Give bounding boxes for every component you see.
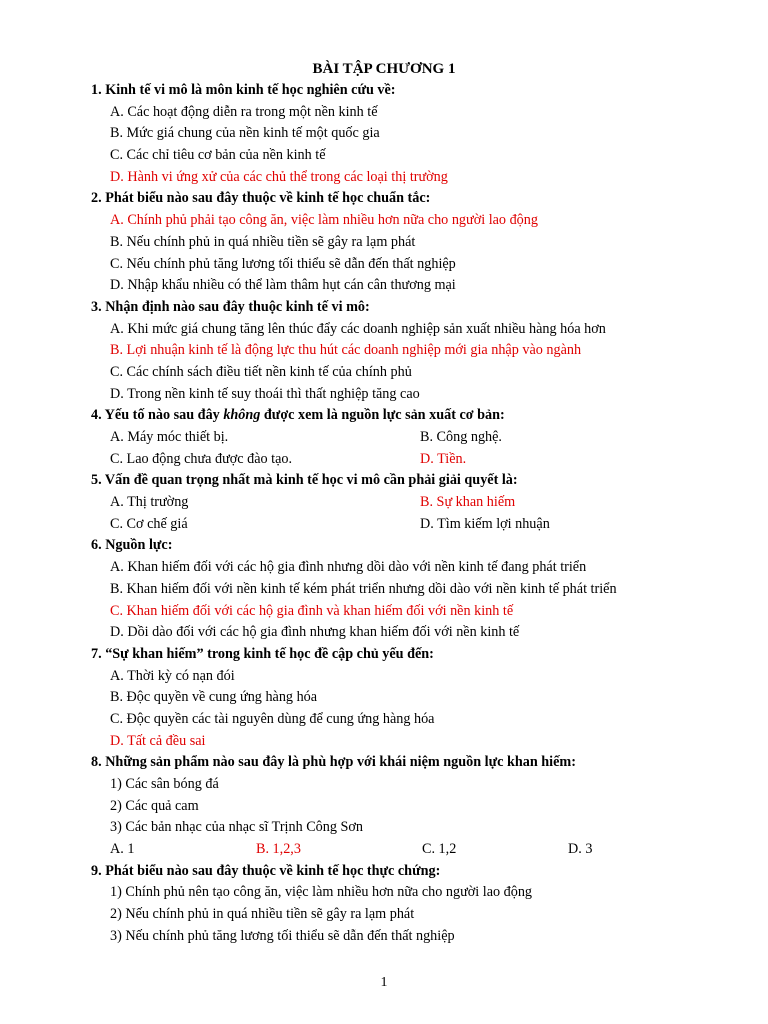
option-5a: A. Thị trường — [110, 494, 189, 511]
option-7c: C. Độc quyền các tài nguyên dùng để cung ứng hàng hóa — [110, 710, 435, 727]
option-2b: B. Nếu chính phủ in quá nhiều tiền sẽ gây ra lạm phát — [110, 233, 416, 250]
option-6b: B. Khan hiếm đối với nền kinh tế kém phát triển nhưng dồi dào với nền kinh tế phát triển — [110, 580, 617, 597]
question-8: 8. Những sản phẩm nào sau đây là phù hợp với khái niệm nguồn lực khan hiếm: — [91, 754, 576, 771]
option-4c: C. Lao động chưa được đào tạo. — [110, 450, 293, 467]
option-6c-answer: C. Khan hiếm đối với các hộ gia đình và khan hiếm đối với nền kinh tế — [110, 602, 514, 619]
option-3a: A. Khi mức giá chung tăng lên thúc đẩy các doanh nghiệp sản xuất nhiều hàng hóa hơn — [110, 320, 606, 337]
option-6d: D. Dồi dào đối với các hộ gia đình nhưng khan hiếm đối với nền kinh tế — [110, 624, 520, 641]
item-9-2: 2) Nếu chính phủ in quá nhiều tiền sẽ gây ra lạm phát — [110, 906, 415, 923]
option-1b: B. Mức giá chung của nền kinh tế một quốc gia — [110, 125, 380, 142]
page-title: BÀI TẬP CHƯƠNG 1 — [312, 61, 456, 77]
option-3b-answer: B. Lợi nhuận kinh tế là động lực thu hút các doanh nghiệp mới gia nhập vào ngành — [110, 342, 582, 359]
item-9-1: 1) Chính phủ nên tạo công ăn, việc làm nhiều hơn nữa cho người lao động — [110, 884, 533, 901]
option-4d-answer: D. Tiền. — [420, 450, 467, 467]
page-number: 1 — [380, 975, 388, 990]
option-3d: D. Trong nền kinh tế suy thoái thì thất nghiệp tăng cao — [110, 385, 420, 402]
option-6a: A. Khan hiếm đối với các hộ gia đình nhưng dồi dào với nền kinh tế đang phát triển — [110, 559, 587, 576]
option-5d: D. Tìm kiếm lợi nhuận — [420, 515, 550, 532]
question-list — [91, 80, 731, 948]
option-8b-answer: B. 1,2,3 — [256, 841, 301, 858]
option-2c: C. Nếu chính phủ tăng lương tối thiểu sẽ dẫn đến thất nghiệp — [110, 255, 456, 272]
option-4a: A. Máy móc thiết bị. — [110, 429, 229, 445]
question-7: 7. “Sự khan hiếm” trong kinh tế học đề cập chủ yếu đến: — [91, 645, 434, 662]
item-9-3: 3) Nếu chính phủ tăng lương tối thiểu sẽ dẫn đến thất nghiệp — [110, 927, 455, 944]
option-8a: A. 1 — [110, 841, 135, 858]
options-row-4ab — [91, 427, 731, 449]
question-9: 9. Phát biểu nào sau đây thuộc về kinh tế học thực chứng: — [91, 862, 441, 879]
options-row-5cd — [91, 514, 731, 536]
options-row-8 — [91, 839, 731, 861]
option-7a: A. Thời kỳ có nạn đói — [110, 667, 235, 684]
option-8d: D. 3 — [568, 841, 593, 858]
option-2d: D. Nhập khẩu nhiều có thể làm thâm hụt cán cân thương mại — [110, 277, 456, 294]
option-3c: C. Các chính sách điều tiết nền kinh tế của chính phủ — [110, 363, 412, 380]
option-7b: B. Độc quyền về cung ứng hàng hóa — [110, 689, 318, 706]
option-1a: A. Các hoạt động diễn ra trong một nền kinh tế — [110, 103, 378, 120]
item-8-1: 1) Các sân bóng đá — [110, 776, 219, 792]
option-1c: C. Các chỉ tiêu cơ bản của nền kinh tế — [110, 147, 326, 164]
options-row-4cd — [91, 449, 731, 471]
option-1d-answer: D. Hành vi ứng xử của các chủ thể trong các loại thị trường — [110, 168, 448, 185]
question-1: 1. Kinh tế vi mô là môn kinh tế học nghiên cứu về: — [91, 82, 396, 98]
question-5: 5. Vấn đề quan trọng nhất mà kinh tế học vi mô cần phải giải quyết là: — [91, 472, 518, 489]
item-8-2: 2) Các quả cam — [110, 797, 199, 814]
option-8c: C. 1,2 — [422, 841, 457, 858]
option-5c: C. Cơ chế giá — [110, 515, 188, 532]
option-2a-answer: A. Chính phủ phải tạo công ăn, việc làm nhiều hơn nữa cho người lao động — [110, 212, 538, 229]
question-4-pre: 4. Yếu tố nào sau đây — [91, 407, 224, 424]
question-4-emphasis: không — [223, 407, 261, 424]
options-row-5ab — [91, 492, 731, 514]
option-7d-answer: D. Tất cả đều sai — [110, 732, 206, 749]
option-4b: B. Công nghệ. — [420, 429, 502, 445]
question-6: 6. Nguồn lực: — [91, 537, 173, 554]
question-4 — [91, 405, 731, 427]
option-5b-answer: B. Sự khan hiếm — [420, 494, 516, 511]
question-4-post: được xem là nguồn lực sản xuất cơ bản: — [260, 407, 505, 424]
question-3: 3. Nhận định nào sau đây thuộc kinh tế vi mô: — [91, 298, 370, 315]
item-8-3: 3) Các bản nhạc của nhạc sĩ Trịnh Công Sơn — [110, 819, 363, 836]
question-2: 2. Phát biểu nào sau đây thuộc về kinh tế học chuẩn tắc: — [91, 190, 431, 207]
